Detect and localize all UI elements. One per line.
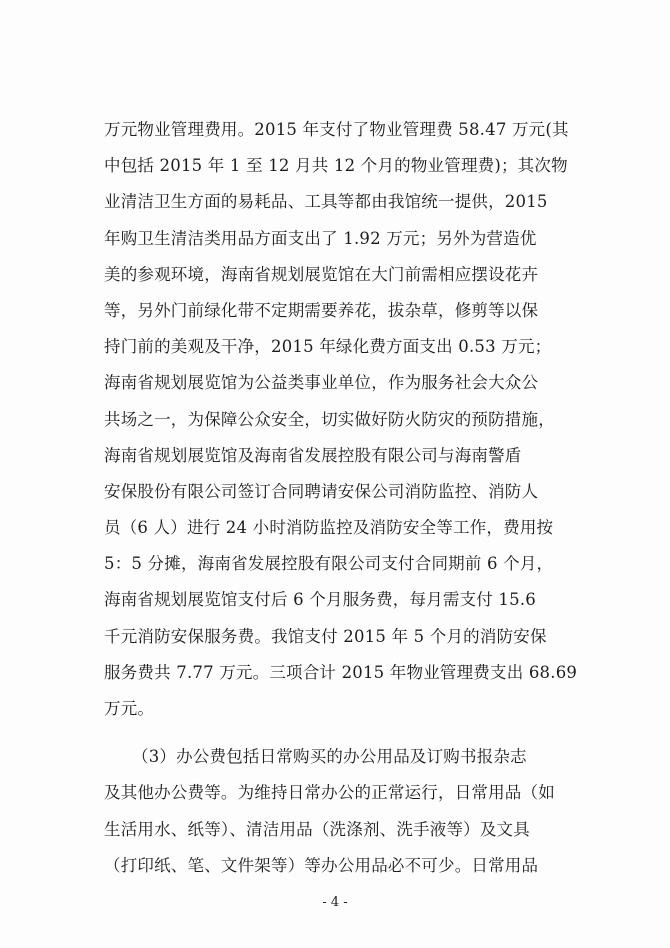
text-line: 千元消防安保服务费。我馆支付 2015 年 5 个月的消防安保 xyxy=(104,626,547,646)
text-line: 生活用水、纸等）、清洁用品（洗涤剂、洗手液等）及文具 xyxy=(104,819,530,839)
text-line: 服务费共 7.77 万元。三项合计 2015 年物业管理费支出 68.69 xyxy=(104,662,578,682)
paragraph-gap xyxy=(104,727,574,739)
text-line: 美的参观环境，海南省规划展览馆在大门前需相应摆设花卉 xyxy=(104,264,539,284)
body-text xyxy=(104,112,578,884)
text-line: （3）办公费包括日常购买的办公用品及订购书报杂志 xyxy=(132,747,527,767)
text-line: 海南省规划展览馆为公益类事业单位，作为服务社会大众公 xyxy=(104,373,539,393)
text-line: 万元。 xyxy=(104,699,155,718)
text-line: 持门前的美观及干净，2015 年绿化费方面支出 0.53 万元； xyxy=(104,337,552,357)
text-line: 及其他办公费等。为维持日常办公的正常运行，日常用品（如 xyxy=(104,783,555,803)
text-line: 海南省规划展览馆支付后 6 个月服务费，每月需支付 15.6 xyxy=(104,590,536,610)
text-line: 业清洁卫生方面的易耗品、工具等都由我馆统一提供，2015 xyxy=(104,192,548,212)
text-line: 等，另外门前绿化带不定期需要养花，拔杂草，修剪等以保 xyxy=(104,300,539,320)
text-line: 海南省规划展览馆及海南省发展控股有限公司与海南警盾 xyxy=(104,445,522,465)
text-line: （打印纸、笔、文件架等）等办公用品必不可少。日常用品 xyxy=(104,855,539,875)
text-line: 中包括 2015 年 1 至 12 月共 12 个月的物业管理费)；其次物 xyxy=(104,156,568,176)
text-line: 年购卫生清洁类用品方面支出了 1.92 万元；另外为营造优 xyxy=(104,228,537,248)
page-number: - 4 - xyxy=(322,895,348,910)
text-line: 员（6 人）进行 24 小时消防监控及消防安全等工作，费用按 xyxy=(104,518,554,538)
text-line: 5：5 分摊，海南省发展控股有限公司支付合同期前 6 个月， xyxy=(104,554,554,574)
text-line: 万元物业管理费用。2015 年支付了物业管理费 58.47 万元(其 xyxy=(104,120,569,139)
text-line: 安保股份有限公司签订合同聘请安保公司消防监控、消防人 xyxy=(104,481,539,501)
text-line: 共场之一，为保障公众安全，切实做好防火防灾的预防措施， xyxy=(104,409,555,429)
